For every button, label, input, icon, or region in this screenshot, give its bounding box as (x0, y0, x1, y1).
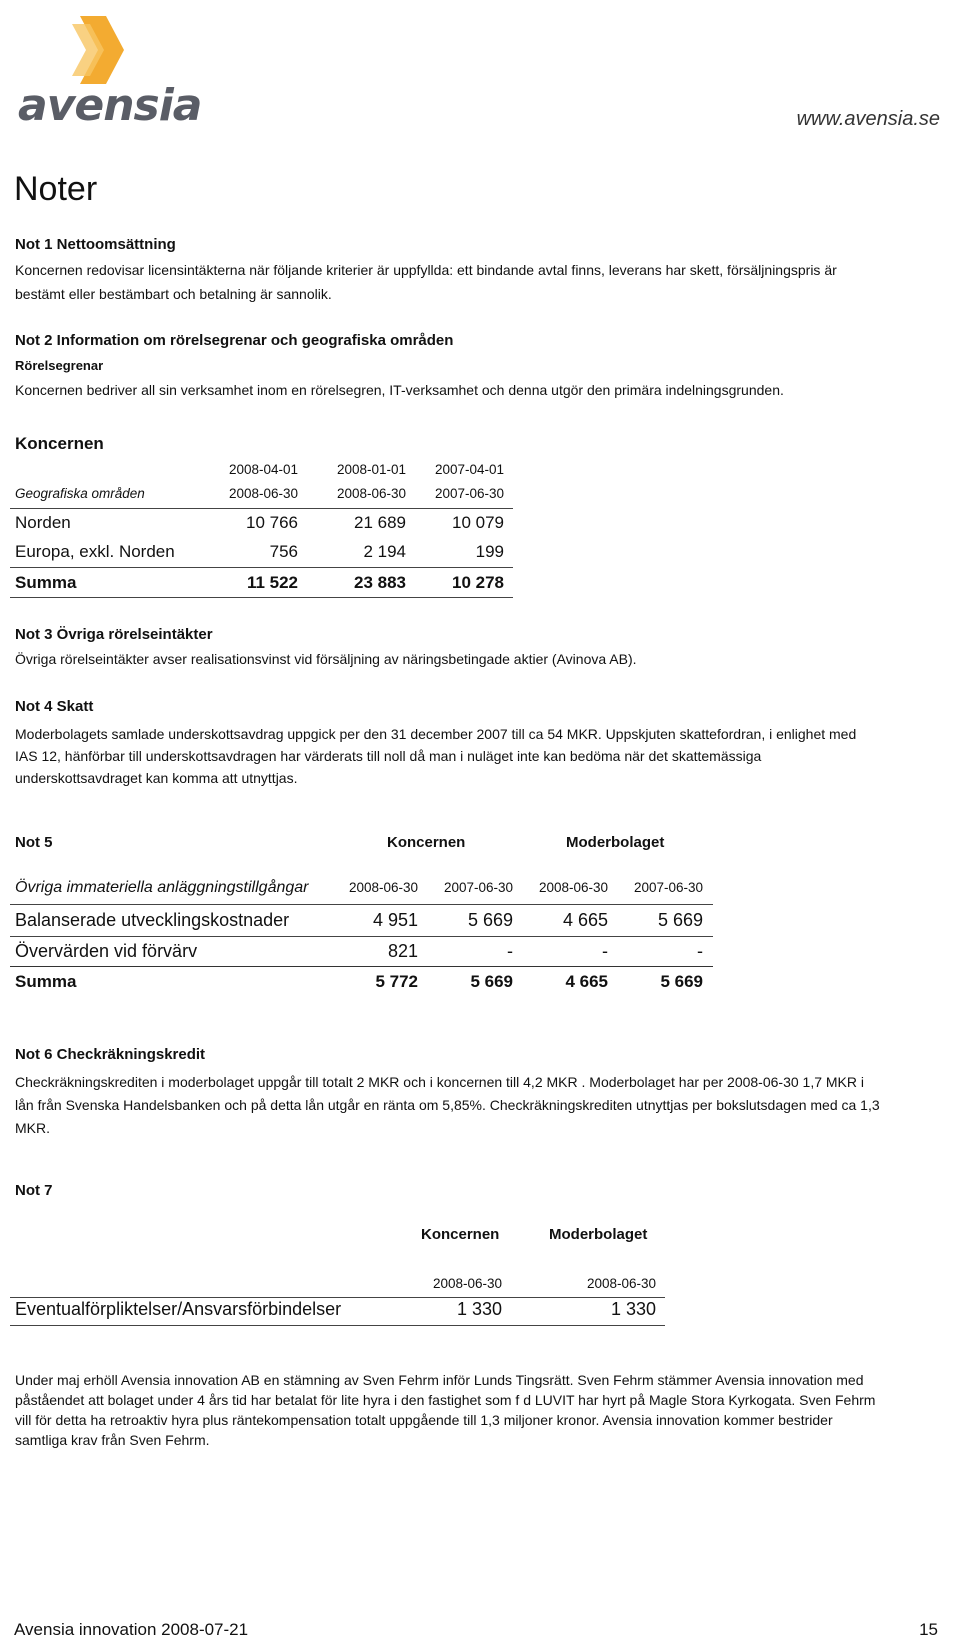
not4-text-2: IAS 12, hänförbar till underskottsavdragen har värderats till noll då man i nuläget inte kan bedöma när det skattemässiga (15, 748, 762, 764)
not1-text-1: Koncernen redovisar licensintäkterna när följande kriterier är uppfyllda: ett bindande avtal finns, leverans har skett, försäljningspris är (15, 262, 837, 278)
not7-bottom-rule (10, 1325, 665, 1326)
not5-header-rule (10, 904, 713, 905)
not1-text-2: bestämt eller bestämbart och betalning är sannolik. (15, 286, 332, 302)
footer-company-date: Avensia innovation 2008-07-21 (14, 1620, 249, 1639)
not2-total-rule (10, 567, 513, 568)
not2-europa-v3: 199 (475, 542, 504, 561)
not7-text-4: samtliga krav från Sven Fehrm. (15, 1432, 210, 1448)
not7-text-2: påståendet att bolaget under 4 års tid har betalat för lite hyra i den fastighet som f d LUVIT har hyrt på Magle Stora Kyrkogata. Sven Fehrm (15, 1392, 876, 1408)
not5-group-moderbolaget: Moderbolaget (566, 834, 665, 851)
not7-text-1: Under maj erhöll Avensia innovation AB en stämning av Sven Fehrm inför Lunds Tingsrätt. Sven Fehrm stämmer Avensia innovation med (15, 1372, 864, 1388)
not5-bal-v1: 4 951 (372, 910, 418, 930)
not2-period-start-3: 2007-04-01 (434, 462, 504, 477)
not5-total-v1: 5 772 (375, 972, 418, 991)
not4-text-3: underskottsavdraget kan komma att utnyttjas. (15, 770, 298, 786)
not6-text-3: MKR. (15, 1120, 50, 1136)
not5-group-koncernen: Koncernen (387, 834, 466, 851)
not7-heading: Not 7 (15, 1182, 53, 1199)
logo-text: avensia (18, 80, 202, 131)
not6-text-2: lån från Svenska Handelsbanken och på detta lån utgår en ränta om 5,85%. Checkräkningskrediten utnyttjas per bokslutsdagen med ca 1,3 (15, 1097, 880, 1113)
not5-date-1: 2008-06-30 (348, 880, 418, 895)
not5-ov-v4: - (697, 941, 703, 961)
not5-ov-v1: 821 (387, 941, 418, 961)
not3-heading: Not 3 Övriga rörelseintäkter (15, 626, 213, 643)
not2-total-label: Summa (15, 573, 77, 592)
not5-bal-v4: 5 669 (657, 910, 703, 930)
not5-row1-rule (10, 936, 713, 937)
site-url[interactable]: www.avensia.se (796, 108, 940, 130)
not2-bottom-rule (10, 597, 513, 598)
not2-norden-v3: 10 079 (452, 513, 504, 532)
not2-row-label: Geografiska områden (15, 486, 145, 501)
not1-heading: Not 1 Nettoomsättning (15, 236, 176, 253)
not5-total-v4: 5 669 (660, 972, 703, 991)
not5-total-v3: 4 665 (565, 972, 608, 991)
not4-text-1: Moderbolagets samlade underskottsavdrag uppgick per den 31 december 2007 till ca 54 MKR. Uppskjuten skattefordran, i enlighet med (15, 726, 857, 742)
not5-date-2: 2007-06-30 (443, 880, 513, 895)
not2-total-v1: 11 522 (246, 573, 298, 592)
not7-text-3: vill för detta ha retroaktiv hyra plus räntekompensation totalt uppgående till 1,3 miljoner kronor. Avensia innovation kommer bestrider (15, 1412, 833, 1428)
not2-text: Koncernen bedriver all sin verksamhet inom en rörelsegren, IT-verksamhet och denna utgör den primära indelningsgrunden. (15, 382, 784, 398)
not2-europa-v2: 2 194 (363, 542, 406, 561)
not2-norden-v2: 21 689 (354, 513, 406, 532)
not7-date-2: 2008-06-30 (586, 1276, 656, 1291)
not2-heading: Not 2 Information om rörelsegrenar och geografiska områden (15, 332, 454, 349)
not5-row-label: Övriga immateriella anläggningstillgångar (15, 879, 309, 896)
not6-heading: Not 6 Checkräkningskredit (15, 1046, 206, 1063)
not2-row-label-europa: Europa, exkl. Norden (15, 542, 175, 561)
not2-table-title: Koncernen (15, 434, 104, 453)
not5-date-3: 2008-06-30 (538, 880, 608, 895)
not2-period-start-1: 2008-04-01 (228, 462, 298, 477)
not2-subheading: Rörelsegrenar (15, 358, 104, 373)
not5-row-label-balanserade: Balanserade utvecklingskostnader (15, 910, 290, 930)
not5-bal-v2: 5 669 (467, 910, 513, 930)
not2-row-label-norden: Norden (15, 513, 71, 532)
not7-v2: 1 330 (610, 1299, 656, 1319)
not5-total-rule (10, 966, 713, 967)
page-title: Noter (14, 170, 98, 208)
not7-row-label: Eventualförpliktelser/Ansvarsförbindelser (15, 1299, 342, 1319)
not7-header-rule (10, 1297, 665, 1298)
not2-period-end-2: 2008-06-30 (336, 486, 406, 501)
not5-row-label-overvarden: Övervärden vid förvärv (15, 941, 198, 961)
not2-header-rule (10, 508, 513, 509)
not5-total-v2: 5 669 (470, 972, 513, 991)
not7-v1: 1 330 (456, 1299, 502, 1319)
logo-chevron-icon (62, 10, 142, 90)
not7-group-moderbolaget: Moderbolaget (549, 1226, 648, 1243)
not2-period-end-1: 2008-06-30 (228, 486, 298, 501)
not5-date-4: 2007-06-30 (633, 880, 703, 895)
not2-norden-v1: 10 766 (246, 513, 298, 532)
not4-heading: Not 4 Skatt (15, 698, 94, 715)
not5-ov-v3: - (602, 941, 608, 961)
not5-bal-v3: 4 665 (562, 910, 608, 930)
not2-period-end-3: 2007-06-30 (434, 486, 504, 501)
page-number: 15 (919, 1620, 938, 1639)
not7-group-koncernen: Koncernen (421, 1226, 500, 1243)
not6-text-1: Checkräkningskrediten i moderbolaget uppgår till totalt 2 MKR och i koncernen till 4,2 MKR . Moderbolaget har per 2008-06-30 1,7 MKR i (15, 1074, 864, 1090)
not2-period-start-2: 2008-01-01 (336, 462, 406, 477)
not5-heading: Not 5 (15, 834, 53, 851)
not2-total-v3: 10 278 (452, 573, 504, 592)
not5-total-label: Summa (15, 972, 77, 991)
not2-total-v2: 23 883 (354, 573, 406, 592)
not5-ov-v2: - (507, 941, 513, 961)
not7-date-1: 2008-06-30 (432, 1276, 502, 1291)
not3-text: Övriga rörelseintäkter avser realisationsvinst vid försäljning av näringsbetingade aktier (Avinova AB). (15, 651, 637, 667)
not2-europa-v1: 756 (269, 542, 298, 561)
